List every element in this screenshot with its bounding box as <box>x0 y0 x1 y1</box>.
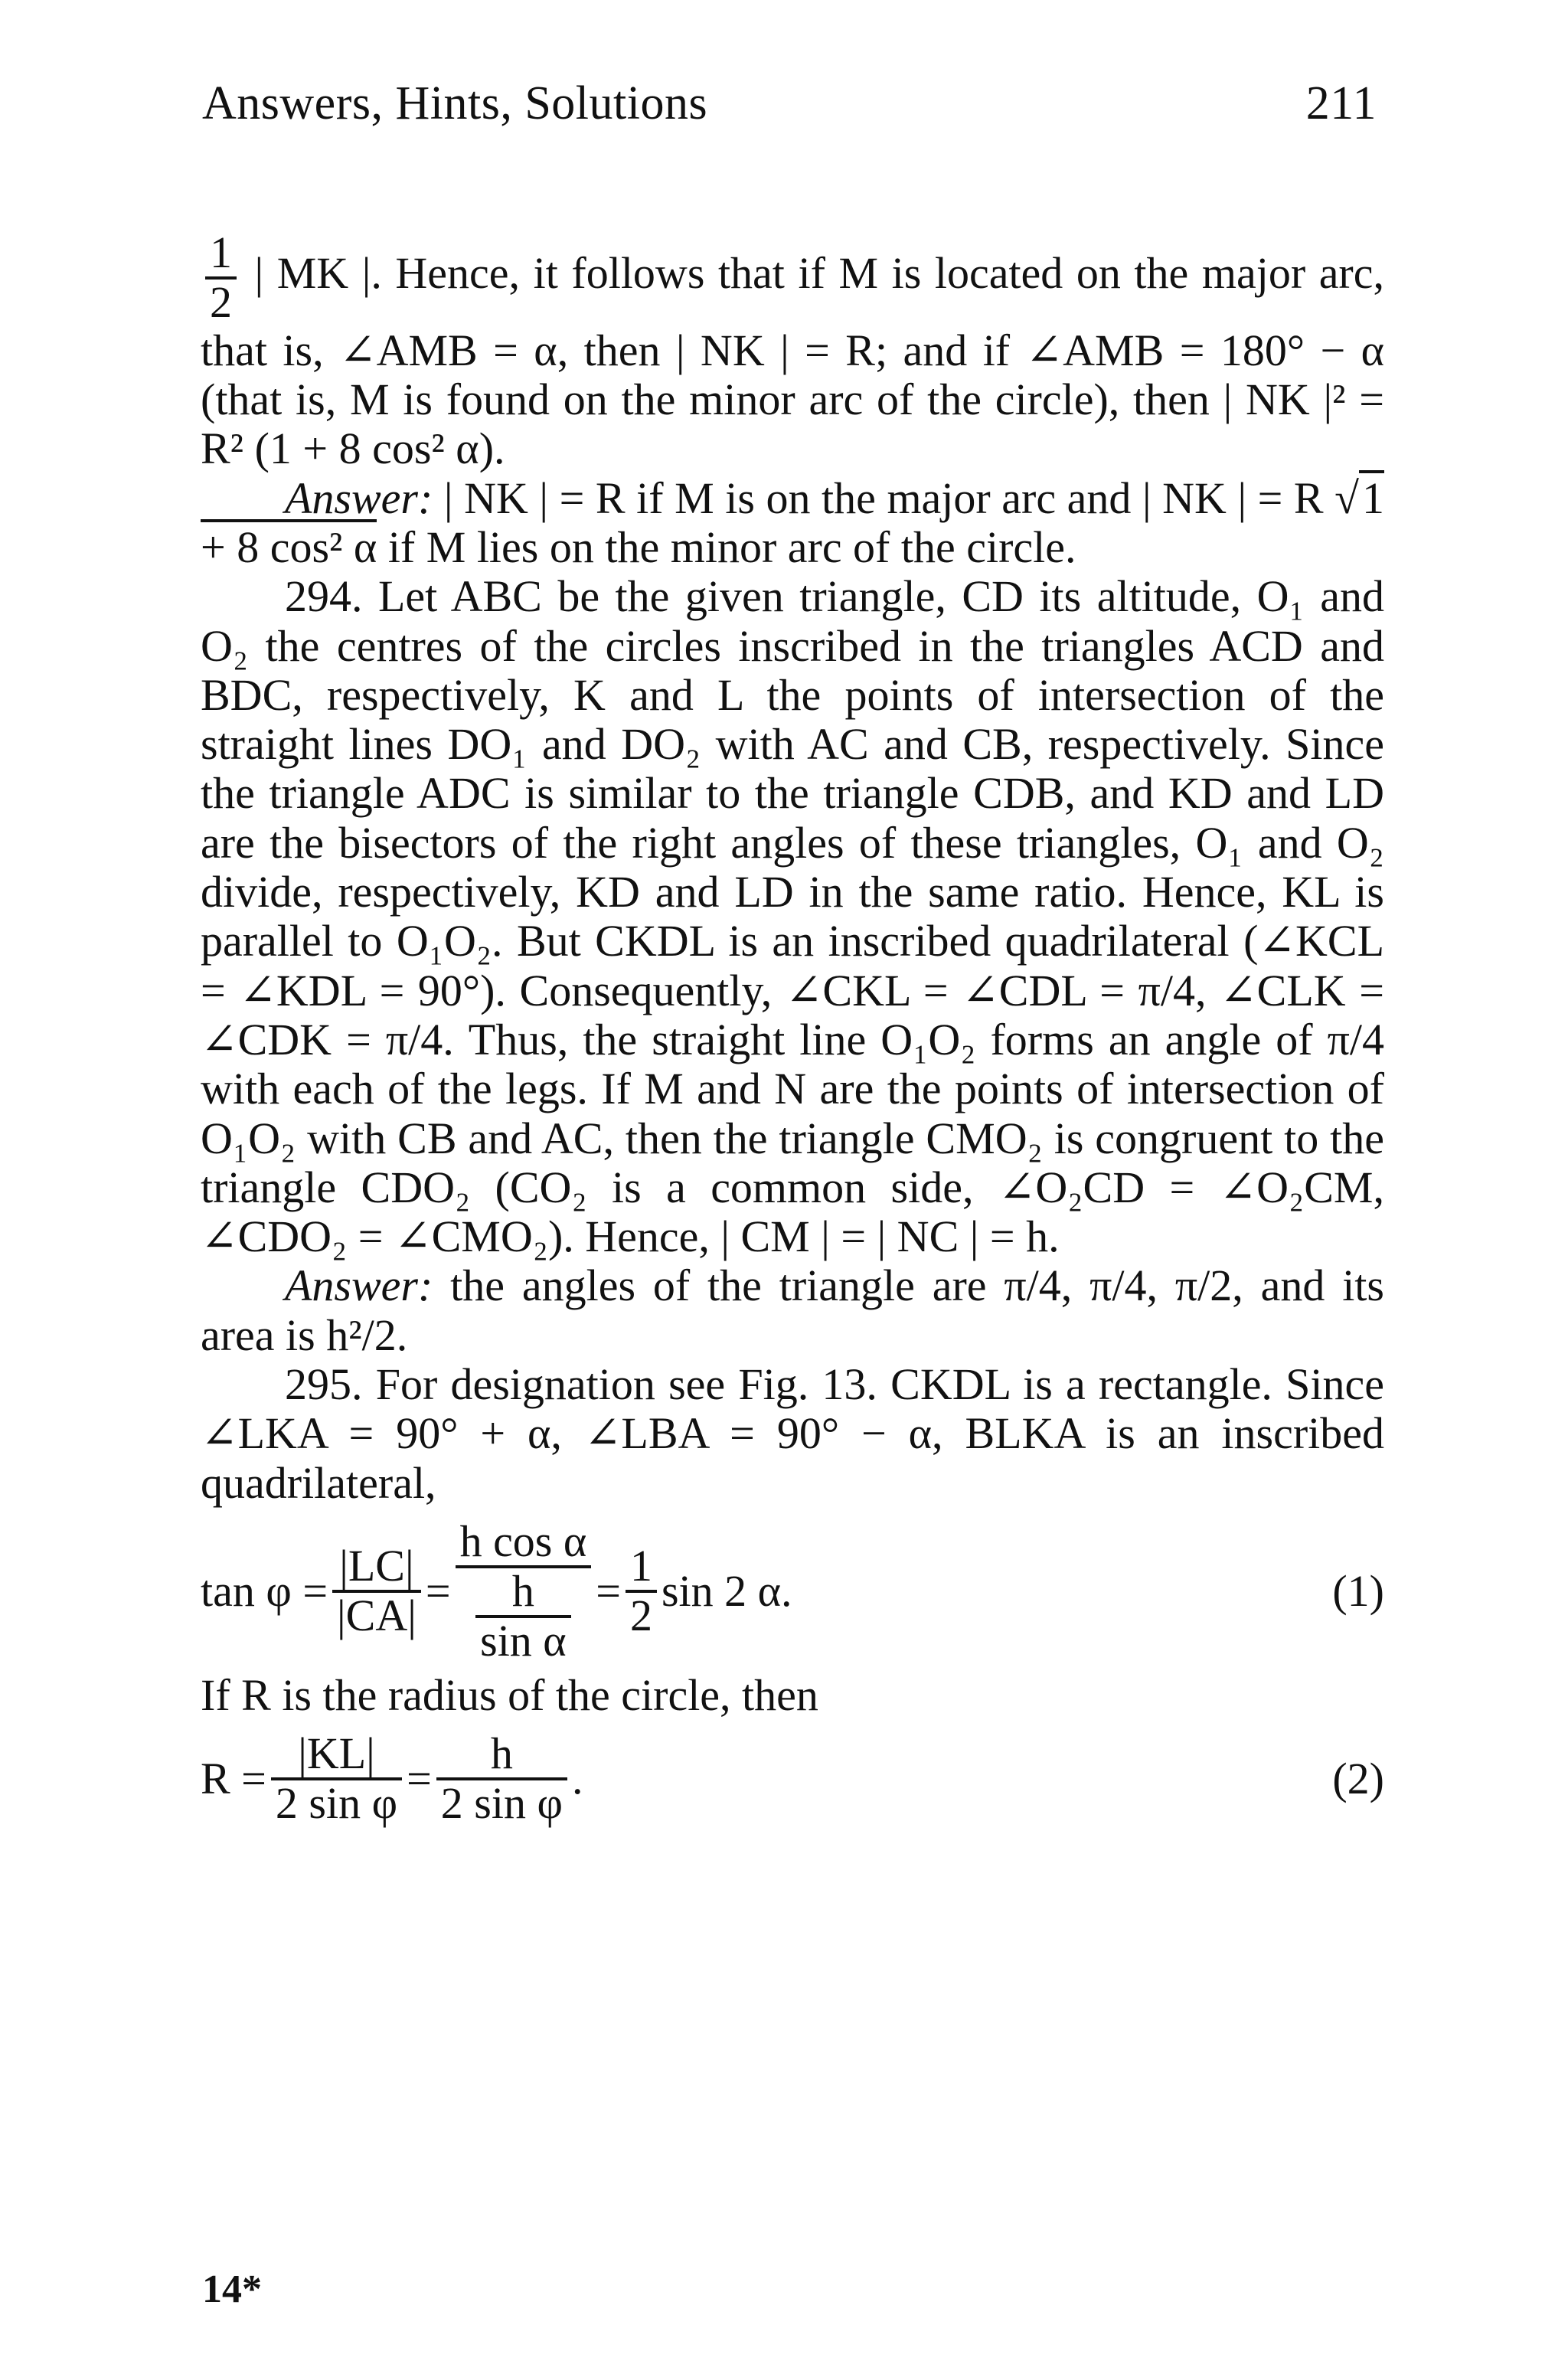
eq1-fraction-lc-ca: $\frac{|LC|}{|CA|}$ <box>332 1543 421 1640</box>
fraction-one-half: $\frac{1}{2}$ <box>205 230 237 326</box>
page-number: 211 <box>1305 77 1377 129</box>
running-title: Answers, Hints, Solutions <box>202 77 708 129</box>
paragraph-294: 294. Let ABC be the given triangle, CD its altitude, O₁ and O₂ the centres of the circles inscribed in the triangles ACD and BDC, respectively, K and L the points of intersection of the straight lines DO₁ and DO₂ with AC and CB, respectively. Since the triangle ADC is similar to the triangle CDB, and KD and LD are the bisectors of the right angles of these triangles, O₁ and O₂ divide, respectively, KD and LD in the same ratio. Hence, KL is parallel to O₁O₂. But CKDL is an inscribed quadrilateral (∠KCL = ∠KDL = 90°). Consequently, ∠CKL = ∠CDL = π/4, ∠CLK = ∠CDK = π/4. Thus, the straight line O₁O₂ forms an angle of π/4 with each of the legs. If M and N are the points of intersection of O₁O₂ with CB and AC, then the triangle CMO₂ is congruent to the triangle CDO₂ (CO₂ is a common side, ∠O₂CD = ∠O₂CM, ∠CDO₂ = ∠CMO₂). Hence, | CM | = | NC | = h. <box>201 571 1384 1262</box>
eq1-tail: sin 2 α. <box>661 1566 792 1617</box>
answer-text: the angles of the triangle are π/4, π/4, π/2, and its area is h²/2. <box>201 1260 1384 1360</box>
page-header <box>202 77 1377 131</box>
eq1-inner-fraction: $\frac{h}{\text{sin α}}$ <box>475 1568 571 1665</box>
eq2-fraction-h: $\frac{h}{\text{2 sin φ}}$ <box>436 1731 567 1827</box>
eq2-equals: = <box>407 1753 432 1803</box>
paragraph-radius: If R is the radius of the circle, then <box>201 1669 818 1720</box>
paragraph-295: 295. For designation see Fig. 13. CKDL is a rectangle. Since ∠LKA = 90° + α, ∠LBA = 90° − α, BLKA is an inscribed quadrilateral, <box>201 1359 1384 1508</box>
signature-mark: 14* <box>202 2267 262 2311</box>
radical-sign: √ <box>1334 472 1359 523</box>
equation-1 <box>201 1515 1384 1666</box>
eq2-lhs: R = <box>201 1753 266 1803</box>
page-body <box>201 227 1384 1833</box>
paragraph-293-continued <box>201 227 1384 474</box>
eq2-fraction-kl: $\frac{|KL|}{\text{2 sin φ}}$ <box>271 1731 402 1827</box>
eq1-equals: = <box>425 1566 451 1617</box>
answer-text-tail: if M lies on the minor arc of the circle. <box>377 522 1076 572</box>
answer-293 <box>201 474 1384 573</box>
eq1-compound-fraction: $\frac{\text{h cos α}}{\frac{h}{\text{sin α}}}$ <box>456 1519 592 1665</box>
equation-number-1: (1) <box>1332 1566 1384 1617</box>
eq2-tail: . <box>571 1753 583 1803</box>
eq1-lhs: tan φ = <box>201 1566 328 1617</box>
eq1-fraction-one-half: $\frac{1}{2}$ <box>626 1543 657 1640</box>
answer-label: Answer: <box>285 1260 433 1311</box>
answer-294 <box>201 1261 1384 1360</box>
equation-2 <box>201 1728 1384 1828</box>
equation-number-2: (2) <box>1332 1753 1384 1803</box>
answer-label: Answer: <box>285 472 433 523</box>
answer-text: | NK | = R if M is on the major arc and | NK | = R <box>433 472 1335 523</box>
radicand: 1 + 8 cos² α <box>201 470 1384 572</box>
eq1-equals-2: = <box>596 1566 621 1617</box>
paragraph-text: | MK |. Hence, it follows that if M is located on the major arc, that is, ∠AMB = α, then | NK | = R; and if ∠AMB = 180° − α (that is, M is found on the minor arc of the circle), then | NK |² = R² (1 + 8 cos² α). <box>201 248 1384 474</box>
